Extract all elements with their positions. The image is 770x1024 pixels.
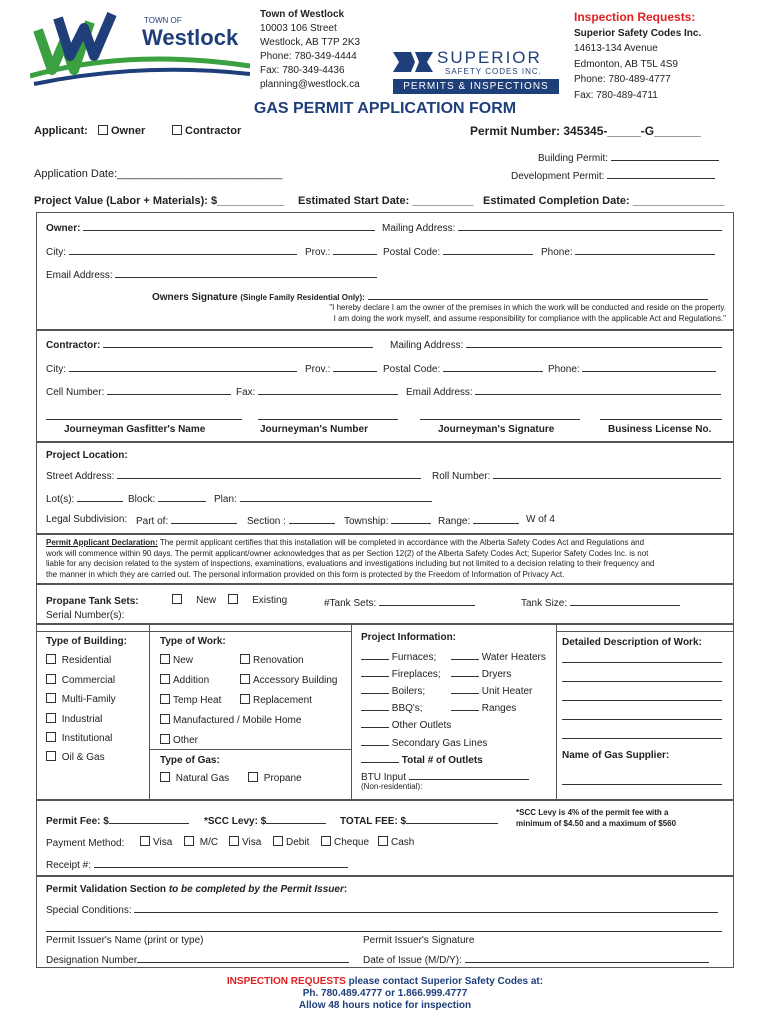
street-address-field[interactable]: Street Address: <box>46 469 421 482</box>
owner-signature-field[interactable]: Owners Signature (Single Family Residential Only): <box>152 290 708 303</box>
work-replacement-option[interactable]: Replacement <box>240 694 312 706</box>
validation-title: Permit Validation Section to be completed by the Permit Issuer: <box>46 884 348 895</box>
est-start-field[interactable]: Estimated Start Date: __________ <box>298 195 474 207</box>
checkbox[interactable] <box>160 674 170 684</box>
checkbox[interactable] <box>140 836 150 846</box>
pay-cheque-option[interactable]: Cheque <box>321 836 369 848</box>
part-of-field[interactable]: Part of: <box>136 514 237 527</box>
town-contact <box>260 8 360 92</box>
superior-emblem-icon <box>393 48 433 76</box>
contractor-field[interactable]: Contractor: <box>46 338 373 351</box>
checkbox[interactable] <box>160 772 170 782</box>
scc-note-line: *SCC Levy is 4% of the permit fee with a <box>516 808 669 817</box>
development-permit-field[interactable]: Development Permit: <box>511 169 715 182</box>
checkbox[interactable] <box>248 772 258 782</box>
work-other-option[interactable]: Other <box>160 734 198 746</box>
section-field[interactable]: Section : <box>247 514 335 527</box>
town-line: 10003 106 Street <box>260 23 337 34</box>
owner-email-field[interactable]: Email Address: <box>46 268 377 281</box>
bbqs-field[interactable]: BBQ's; <box>361 701 423 714</box>
building-institutional-option[interactable]: Institutional <box>46 732 112 744</box>
application-date-field[interactable]: Application Date:___________________________ <box>34 168 283 180</box>
project-value-field[interactable]: Project Value (Labor + Materials): $___________ <box>34 195 285 207</box>
work-new-option[interactable]: New <box>160 654 193 666</box>
inspection-line: Edmonton, AB T5L 4S9 <box>574 58 678 70</box>
checkbox[interactable] <box>240 694 250 704</box>
detail-line[interactable] <box>562 700 722 701</box>
logo-name: Westlock <box>142 25 239 50</box>
contractor-email-field[interactable]: Email Address: <box>406 385 721 398</box>
project-info-title: Project Information: <box>361 632 457 643</box>
detail-line[interactable] <box>562 681 722 682</box>
inspection-contact <box>574 10 701 103</box>
checkbox[interactable] <box>273 836 283 846</box>
contractor-prov-field[interactable]: Prov.: <box>305 362 377 375</box>
permit-number[interactable]: Permit Number: 345345-_____-G_______ <box>470 124 701 138</box>
special-conditions-field[interactable]: Special Conditions: <box>46 903 718 916</box>
fireplaces-field[interactable]: Fireplaces; <box>361 667 441 680</box>
work-manufactured-option[interactable]: Manufactured / Mobile Home <box>160 714 301 726</box>
town-line: Phone: 780-349-4444 <box>260 51 357 62</box>
checkbox[interactable] <box>229 836 239 846</box>
furnaces-field[interactable]: Furnaces; <box>361 650 436 663</box>
journeyman-signature-line[interactable] <box>420 419 580 420</box>
btu-input-field[interactable]: BTU Input <box>361 770 529 783</box>
building-multifamily-option[interactable]: Multi-Family <box>46 693 116 705</box>
journeyman-signature-label: Journeyman's Signature <box>438 424 555 435</box>
est-completion-field[interactable]: Estimated Completion Date: _______________ <box>483 195 725 207</box>
scc-note-line: minimum of $4.50 and a maximum of $560 <box>516 819 677 828</box>
journeyman-number-line[interactable] <box>258 419 398 420</box>
footer-line1: INSPECTION REQUESTS please contact Superior Safety Codes at: <box>226 976 544 987</box>
checkbox[interactable] <box>46 713 56 723</box>
owner-declaration-line: I am doing the work myself, and assume responsibility for compliance with the applicable Act and Regulations." <box>333 314 726 323</box>
superior-banner: PERMITS & INSPECTIONS <box>393 79 559 94</box>
work-renovation-option[interactable]: Renovation <box>240 654 304 666</box>
work-accessory-option[interactable]: Accessory Building <box>240 674 337 686</box>
plan-field[interactable]: Plan: <box>214 492 432 505</box>
pay-visa2-option[interactable]: Visa <box>229 836 261 848</box>
checkbox[interactable] <box>321 836 331 846</box>
w-of-label: W of 4 <box>526 514 555 525</box>
contractor-phone-field[interactable]: Phone: <box>548 362 716 375</box>
checkbox[interactable] <box>46 693 56 703</box>
pay-visa-option[interactable]: Visa <box>140 836 172 848</box>
owner-declaration-line: "I hereby declare I am the owner of the premises in which the work will be conducted and reside on the property. <box>329 303 726 312</box>
scc-levy-field[interactable]: *SCC Levy: $ <box>204 814 326 827</box>
building-permit-field[interactable]: Building Permit: <box>538 151 719 164</box>
applicant-label: Applicant: <box>34 125 88 137</box>
checkbox[interactable] <box>378 836 388 846</box>
work-tempheat-option[interactable]: Temp Heat <box>160 694 221 706</box>
inspection-title: Inspection Requests: <box>574 10 696 24</box>
owner-checkbox[interactable] <box>98 125 108 135</box>
inspection-line: Superior Safety Codes Inc. <box>574 27 702 39</box>
contractor-cell-field[interactable]: Cell Number: <box>46 385 231 398</box>
gas-title: Type of Gas: <box>160 755 220 766</box>
owner-phone-field[interactable]: Phone: <box>541 245 715 258</box>
superior-name: SUPERIOR <box>437 48 542 67</box>
work-title: Type of Work: <box>160 636 226 647</box>
owner-prov-field[interactable]: Prov.: <box>305 245 377 258</box>
checkbox[interactable] <box>46 732 56 742</box>
owner-postal-field[interactable]: Postal Code: <box>383 245 533 258</box>
range-field[interactable]: Range: <box>438 514 519 527</box>
detail-title: Detailed Description of Work: <box>562 637 702 648</box>
total-fee-field[interactable]: TOTAL FEE: $ <box>340 814 498 827</box>
designation-field[interactable]: Designation Number <box>46 953 349 966</box>
contractor-checkbox[interactable] <box>172 125 182 135</box>
secondary-gas-field[interactable]: Secondary Gas Lines <box>361 736 487 749</box>
ranges-field[interactable]: Ranges <box>451 701 516 714</box>
propane-existing-checkbox[interactable] <box>228 594 238 604</box>
contractor-mailing-field[interactable]: Mailing Address: <box>390 338 722 351</box>
checkbox[interactable] <box>160 714 170 724</box>
owner-field[interactable]: Owner: <box>46 221 375 234</box>
footer-line3: Allow 48 hours notice for inspection <box>298 1000 472 1011</box>
dryers-field[interactable]: Dryers <box>451 667 511 680</box>
propane-new-option[interactable]: New <box>172 594 216 606</box>
lots-field[interactable]: Lot(s): <box>46 492 123 505</box>
gas-supplier-line[interactable] <box>562 784 722 785</box>
checkbox[interactable] <box>46 751 56 761</box>
township-field[interactable]: Township: <box>344 514 431 527</box>
building-industrial-option[interactable]: Industrial <box>46 713 102 725</box>
declaration-text: Permit Applicant Declaration: The permit applicant certifies that this installation will be completed in accordance with the Alberta Safety Codes Act and Regulations and work will commence within 90 days. The permit applicant/owner acknowledges that as per Section 12(2) of the Alberta Safety Codes Act; Superior Safety Codes Inc. is not liable for any decision related to the system of inspections, examinations, evaluations and investigations including but not limited to a decision relating to their frequency and the manner in which they are carried out. The personal information provided on this form is protected by the Freedom of Information of Privacy Act. <box>46 538 655 579</box>
detail-line[interactable] <box>562 662 722 663</box>
issuer-name-label: Permit Issuer's Name (print or type) <box>46 935 204 946</box>
checkbox[interactable] <box>160 654 170 664</box>
roll-number-field[interactable]: Roll Number: <box>432 469 721 482</box>
legal-subdivision-label: Legal Subdivision: <box>46 514 128 525</box>
contractor-fax-field[interactable]: Fax: <box>236 385 398 398</box>
checkbox[interactable] <box>46 654 56 664</box>
westlock-logo <box>30 8 250 88</box>
logo-town-of: TOWN OF <box>144 16 182 25</box>
business-license-label: Business License No. <box>608 424 712 435</box>
location-title: Project Location: <box>46 450 128 461</box>
gas-propane-option[interactable]: Propane <box>248 772 302 784</box>
gas-natural-option[interactable]: Natural Gas <box>160 772 229 784</box>
total-outlets-field[interactable]: Total # of Outlets <box>361 753 483 766</box>
special-conditions-line2[interactable] <box>46 931 722 932</box>
journeyman-name-label: Journeyman Gasfitter's Name <box>64 424 206 435</box>
business-license-line[interactable] <box>600 419 722 420</box>
detail-line[interactable] <box>562 719 722 720</box>
boilers-field[interactable]: Boilers; <box>361 684 425 697</box>
inspection-line: 14613-134 Avenue <box>574 43 658 54</box>
contractor-city-field[interactable]: City: <box>46 362 297 375</box>
pay-debit-option[interactable]: Debit <box>273 836 309 848</box>
tank-size-field[interactable]: Tank Size: <box>521 596 680 609</box>
gas-supplier-label: Name of Gas Supplier: <box>562 750 670 761</box>
town-line: Westlock, AB T7P 2K3 <box>260 37 361 48</box>
contractor-option[interactable]: Contractor <box>172 125 241 137</box>
checkbox[interactable] <box>240 674 250 684</box>
checkbox[interactable] <box>46 674 56 684</box>
town-line: Fax: 780-349-4436 <box>260 65 345 76</box>
issuer-signature-label: Permit Issuer's Signature <box>363 935 475 946</box>
receipt-field[interactable]: Receipt #: <box>46 858 348 871</box>
inspection-line: Phone: 780-489-4777 <box>574 74 671 85</box>
permit-fee-field[interactable]: Permit Fee: $ <box>46 814 189 827</box>
date-issue-field[interactable]: Date of Issue (M/D/Y): <box>363 953 709 966</box>
contractor-postal-field[interactable]: Postal Code: <box>383 362 543 375</box>
serial-number-label[interactable]: Serial Number(s): <box>46 610 125 621</box>
building-oilgas-option[interactable]: Oil & Gas <box>46 751 105 763</box>
work-addition-option[interactable]: Addition <box>160 674 209 686</box>
town-line: planning@westlock.ca <box>260 79 360 90</box>
pay-mc-option[interactable]: M/C <box>184 836 218 848</box>
other-outlets-field[interactable]: Other Outlets <box>361 718 451 731</box>
checkbox[interactable] <box>184 836 194 846</box>
superior-sub: SAFETY CODES INC. <box>445 67 542 76</box>
block-field[interactable]: Block: <box>128 492 206 505</box>
inspection-line: Fax: 780-489-4711 <box>574 89 658 101</box>
unit-heater-field[interactable]: Unit Heater <box>451 684 532 697</box>
water-heaters-field[interactable]: Water Heaters <box>451 650 546 663</box>
owner-mailing-field[interactable]: Mailing Address: <box>382 221 722 234</box>
propane-new-checkbox[interactable] <box>172 594 182 604</box>
pay-cash-option[interactable]: Cash <box>378 836 414 848</box>
propane-label: Propane Tank Sets: <box>46 596 139 607</box>
journeyman-number-label: Journeyman's Number <box>260 424 368 435</box>
checkbox[interactable] <box>240 654 250 664</box>
owner-option[interactable]: Owner <box>98 125 145 137</box>
building-residential-option[interactable]: Residential <box>46 654 111 666</box>
checkbox[interactable] <box>160 694 170 704</box>
tank-sets-field[interactable]: #Tank Sets: <box>324 596 475 609</box>
btu-nonres-label: (Non-residential): <box>361 782 423 791</box>
town-title: Town of Westlock <box>260 9 345 20</box>
superior-logo <box>393 48 561 96</box>
payment-method-label: Payment Method: <box>46 838 125 849</box>
journeyman-name-line[interactable] <box>46 419 242 420</box>
detail-line[interactable] <box>562 738 722 739</box>
form-title: GAS PERMIT APPLICATION FORM <box>253 100 517 117</box>
propane-existing-option[interactable]: Existing <box>228 594 287 606</box>
footer-line2: Ph. 780.489.4777 or 1.866.999.4777 <box>302 988 468 999</box>
building-commercial-option[interactable]: Commercial <box>46 674 115 686</box>
building-title: Type of Building: <box>46 636 127 647</box>
owner-city-field[interactable]: City: <box>46 245 297 258</box>
checkbox[interactable] <box>160 734 170 744</box>
